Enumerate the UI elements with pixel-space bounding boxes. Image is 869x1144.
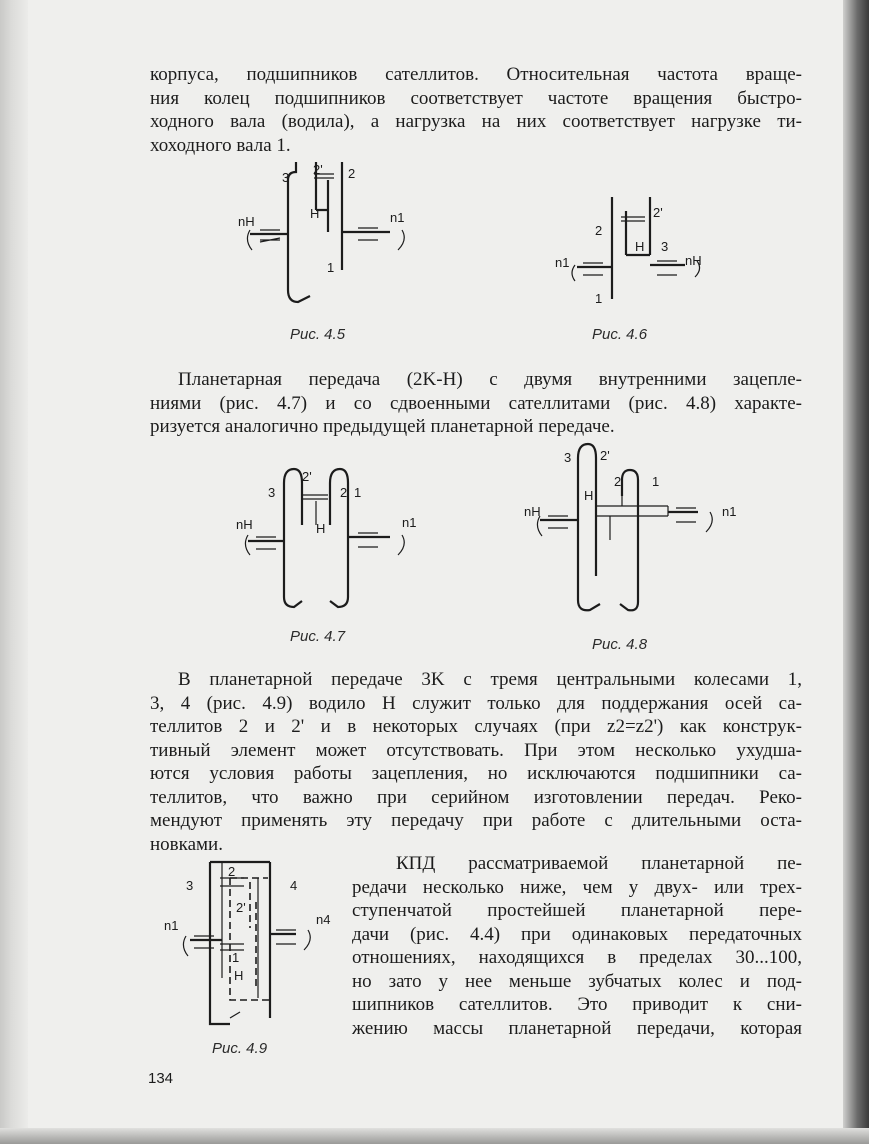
figure-4-7-diagram xyxy=(230,465,430,620)
fig-label: 2' xyxy=(236,900,246,915)
page-edge-shadow xyxy=(843,0,869,1144)
figure-caption: Рис. 4.7 xyxy=(290,628,346,645)
text-line: новками. xyxy=(150,833,223,855)
text-line: хоходного вала 1. xyxy=(150,134,291,156)
text-line: жению массы планетарной передачи, которая xyxy=(352,1017,802,1039)
text-line: ходного вала (водила), а нагрузка на них соответствует нагрузке ти- xyxy=(150,111,802,132)
text-line: 3, 4 (рис. 4.9) водило H служит только для поддержания осей са- xyxy=(150,692,802,714)
fig-label: 3 xyxy=(268,485,276,500)
text-line: В планетарной передаче 3K с тремя центральными колесами 1, xyxy=(178,669,802,690)
fig-label: 1 xyxy=(652,474,660,489)
fig-label: H xyxy=(316,521,326,536)
fig-label: 2 xyxy=(348,166,356,181)
fig-label: 3 xyxy=(564,450,572,465)
fig-label: 2' xyxy=(302,469,312,484)
fig-label: nH xyxy=(238,214,255,229)
text-line: ются условия работы зацепления, но исключаются подшипники са- xyxy=(150,763,802,784)
figure-caption: Рис. 4.5 xyxy=(290,326,346,343)
text-line: ризуется аналогично предыдущей планетарной передаче. xyxy=(150,416,615,437)
figure-caption: Рис. 4.6 xyxy=(592,326,648,343)
fig-label: n1 xyxy=(722,504,737,519)
fig-label: 1 xyxy=(595,291,603,306)
figure-caption: Рис. 4.8 xyxy=(592,636,648,653)
fig-label: n1 xyxy=(390,210,405,225)
text-line: мендуют применять эту передачу при работе с длительными оста- xyxy=(150,810,802,831)
fig-label: 2 xyxy=(228,864,236,879)
fig-label: n1 xyxy=(164,918,179,933)
fig-label: 2' xyxy=(653,205,663,220)
fig-label: nH xyxy=(524,504,541,519)
text-line: ступенчатой простейшей планетарной пере- xyxy=(352,900,802,921)
paragraph-1 xyxy=(150,63,802,157)
fig-label: 1 xyxy=(232,950,240,965)
figure-4-6-diagram xyxy=(555,195,725,315)
fig-label: 3 xyxy=(186,878,194,893)
page-bottom-shadow xyxy=(0,1128,869,1144)
fig-label: 2' xyxy=(313,162,323,177)
text-line: теллитов, что важно при серийном изготовлении передач. Реко- xyxy=(150,786,802,808)
text-line: редачи несколько ниже, чем у двух- или трех- xyxy=(352,876,802,898)
fig-label: H xyxy=(234,968,244,983)
fig-label: 3 xyxy=(661,239,669,254)
text-line: но зато у нее меньше зубчатых колес и под- xyxy=(352,970,802,992)
text-line: дачи (рис. 4.4) при одинаковых передаточных xyxy=(352,923,802,945)
fig-label: 2' xyxy=(600,448,610,463)
paragraph-3 xyxy=(150,668,802,856)
fig-label: H xyxy=(310,206,320,221)
text-line: ния колец подшипников соответствует частоте вращения быстро- xyxy=(150,87,802,109)
fig-label: 2 xyxy=(614,474,622,489)
text-line: корпуса, подшипников сателлитов. Относительная частота враще- xyxy=(150,64,802,85)
fig-label: 2 xyxy=(340,485,348,500)
paragraph-4 xyxy=(352,852,802,1040)
figure-caption: Рис. 4.9 xyxy=(212,1040,268,1057)
text-line: теллитов 2 и 2' и в некоторых случаях (при z2=z2') как конструк- xyxy=(150,716,802,737)
figure-4-5-diagram xyxy=(230,160,430,320)
fig-label: n1 xyxy=(555,255,570,270)
fig-label: nH xyxy=(236,517,253,532)
book-spine-shadow xyxy=(0,0,30,1144)
text-line: тивный элемент может отсутствовать. При этом несколько ухудша- xyxy=(150,739,802,761)
text-line: шипников сателлитов. Это приводит к сни- xyxy=(352,994,802,1015)
paragraph-2 xyxy=(150,368,802,439)
fig-label: H xyxy=(635,239,645,254)
figure-4-9-diagram xyxy=(160,858,340,1033)
fig-label: 1 xyxy=(327,260,335,275)
page-number: 134 xyxy=(148,1070,174,1087)
text-line: отношениях, находящихся в пределах 30...100, xyxy=(352,947,802,968)
fig-label: n4 xyxy=(316,912,331,927)
fig-label: 2 xyxy=(595,223,603,238)
fig-label: H xyxy=(584,488,594,503)
text-line: КПД рассматриваемой планетарной пе- xyxy=(396,853,802,874)
fig-label: 4 xyxy=(290,878,298,893)
fig-label: n1 xyxy=(402,515,417,530)
text-line: ниями (рис. 4.7) и со сдвоенными сателлитами (рис. 4.8) характе- xyxy=(150,392,802,414)
figure-4-8-diagram xyxy=(518,440,738,630)
fig-label: 3 xyxy=(282,170,290,185)
fig-label: nH xyxy=(685,253,702,268)
text-line: Планетарная передача (2K-H) с двумя внутренними зацепле- xyxy=(178,369,802,390)
fig-label: 1 xyxy=(354,485,362,500)
